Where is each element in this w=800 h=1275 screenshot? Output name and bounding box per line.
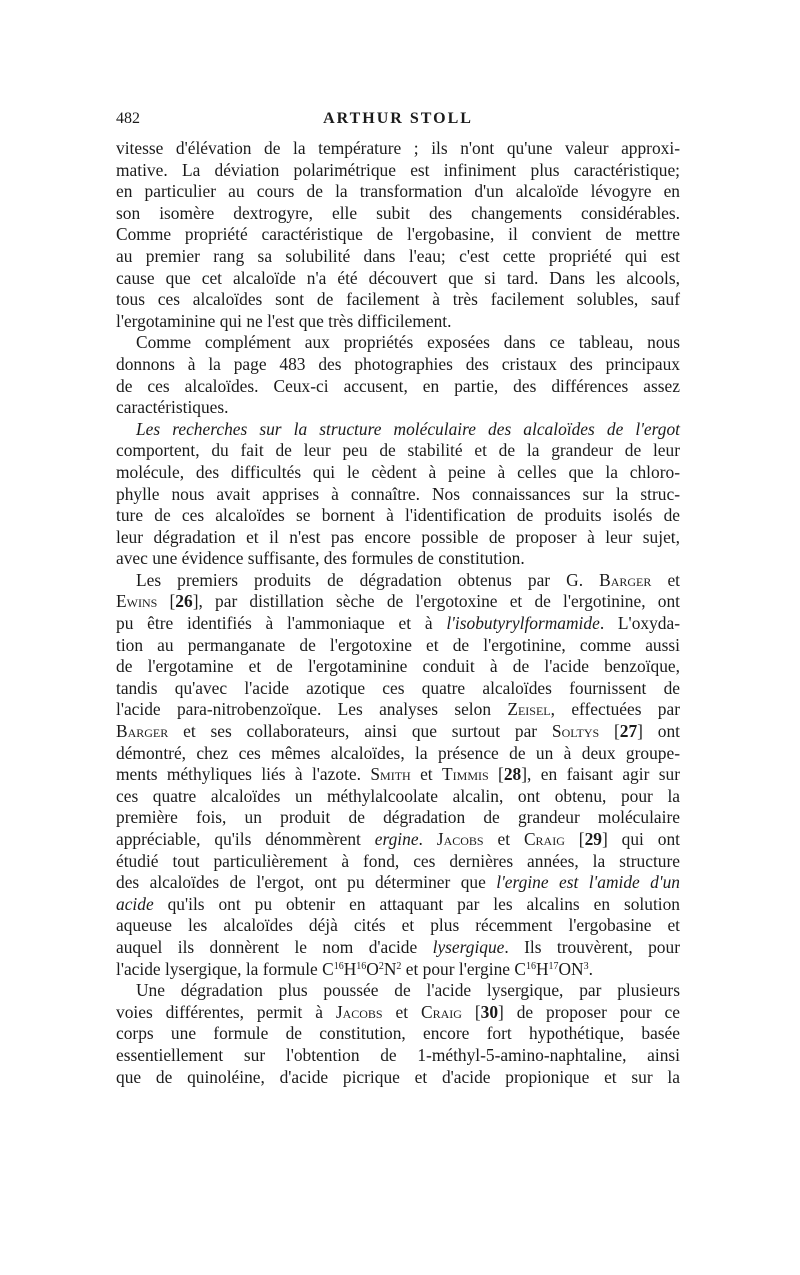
text-line: Les premiers produits de dégradation obtenus par G. Barger et (136, 569, 680, 590)
text-line: pu être identifiés à l'ammoniaque et à l'isobutyrylformamide. L'oxyda- (116, 613, 680, 634)
text-line: ments méthyliques liés à l'azote. Smith et Timmis [28], en faisant agir sur (116, 764, 681, 785)
text-line: démontré, chez ces mêmes alcaloïdes, la présence de un à deux groupe- (116, 742, 680, 763)
text-line: phylle nous avait apprises à connaître. Nos connaissances sur la struc- (116, 483, 680, 504)
text-line: l'ergotaminine qui ne l'est que très difficilement. (116, 310, 452, 331)
text-line: cause que cet alcaloïde n'a été découvert que si tard. Dans les alcools, (116, 267, 680, 288)
page-header (116, 110, 680, 132)
text-line: au premier rang sa solubilité dans l'eau; c'est cette propriété qui est (116, 245, 680, 266)
text-line: l'acide lysergique, la formule $C^{16}H^{16}O^2N^2$ et pour l'ergine $C^{16}H^{17}ON^3$. (116, 958, 593, 979)
text-line: Comme propriété caractéristique de l'ergobasine, il convient de mettre (116, 224, 680, 245)
text-line: Barger et ses collaborateurs, ainsi que surtout par Soltys [27] ont (116, 721, 680, 742)
text-line: son isomère dextrogyre, elle subit des changements considérables. (116, 202, 680, 223)
running-head: ARTHUR STOLL (323, 110, 473, 127)
text-line: première fois, un produit de dégradation de grandeur moléculaire (116, 807, 680, 828)
text-line: tion au permanganate de l'ergotoxine et de l'ergotinine, comme aussi (116, 634, 680, 655)
text-line: tandis qu'avec l'acide azotique ces quatre alcaloïdes fournissent de (116, 677, 680, 698)
text-line: en particulier au cours de la transformation d'un alcaloïde lévogyre en (116, 181, 680, 202)
page-number: 482 (116, 110, 140, 127)
text-line: Une dégradation plus poussée de l'acide lysergique, par plusieurs (136, 980, 680, 1001)
text-line: Les recherches sur la structure moléculaire des alcaloïdes de l'ergot (136, 418, 680, 439)
text-line: tous ces alcaloïdes sont de facilement à très facilement solubles, sauf (116, 289, 680, 310)
text-line: corps une formule de constitution, encore fort hypothétique, basée (116, 1023, 680, 1044)
text-line: des alcaloïdes de l'ergot, ont pu déterminer que l'ergine est l'amide d'un (116, 872, 680, 893)
text-line: de l'ergotamine et de l'ergotaminine conduit à de l'acide benzoïque, (116, 656, 680, 677)
text-line: auquel ils donnèrent le nom d'acide lysergique. Ils trouvèrent, pour (116, 936, 680, 957)
text-line: acide qu'ils ont pu obtenir en attaquant par les alcalins en solution (116, 893, 680, 914)
text-line: vitesse d'élévation de la température ; ils n'ont qu'une valeur approxi- (116, 138, 680, 158)
text-line: molécule, des difficultés qui le cèdent à peine à celles que la chloro- (116, 461, 680, 482)
text-line: que de quinoléine, d'acide picrique et d'acide propionique et sur la (116, 1066, 680, 1087)
text-line: étudié tout particulièrement à fond, ces dernières années, la structure (116, 850, 680, 871)
text-line: Ewins [26], par distillation sèche de l'ergotoxine et de l'ergotinine, ont (116, 591, 680, 612)
text-line: leur dégradation et il n'est pas encore possible de proposer à leur sujet, (116, 526, 680, 547)
text-line: l'acide para-nitrobenzoïque. Les analyses selon Zeisel, effectuées par (116, 699, 681, 720)
text-line: caractéristiques. (116, 397, 229, 418)
text-line: ces quatre alcaloïdes un méthylalcoolate alcalin, ont obtenu, pour la (116, 785, 680, 806)
text-line: ture de ces alcaloïdes se bornent à l'identification de produits isolés de (116, 505, 680, 526)
text-line: Comme complément aux propriétés exposées dans ce tableau, nous (136, 332, 680, 353)
text-line: aqueuse les alcaloïdes déjà cités et plus récemment l'ergobasine et (116, 915, 680, 936)
text-line: appréciable, qu'ils dénommèrent ergine. Jacobs et Craig [29] qui ont (116, 829, 680, 849)
text-line: voies différentes, permit à Jacobs et Craig [30] de proposer pour ce (116, 1001, 680, 1022)
text-line: comportent, du fait de leur peu de stabilité et de la grandeur de leur (116, 440, 680, 461)
text-line: mative. La déviation polarimétrique est infiniment plus caractéristique; (116, 159, 680, 180)
body-text (116, 138, 680, 1088)
text-line: avec une évidence suffisante, des formules de constitution. (116, 548, 525, 569)
text-line: de ces alcaloïdes. Ceux-ci accusent, en partie, des différences assez (116, 375, 680, 396)
text-line: donnons à la page 483 des photographies des cristaux des principaux (116, 353, 680, 374)
text-line: essentiellement sur l'obtention de 1-méthyl-5-amino-naphtaline, ainsi (116, 1044, 680, 1065)
